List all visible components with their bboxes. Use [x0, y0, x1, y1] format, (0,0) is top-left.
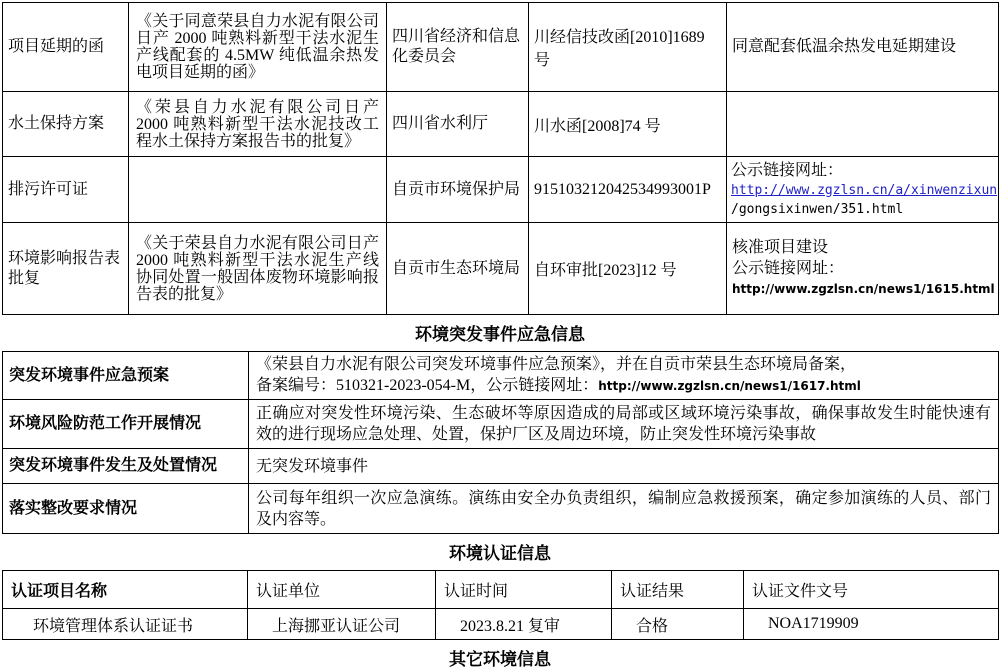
cert-agency: 上海挪亚认证公司: [248, 609, 436, 640]
emergency-label: 环境风险防范工作开展情况: [3, 400, 249, 449]
approval-document: 《荣县自力水泥有限公司日产 2000 吨熟料新型干法水泥技改工程水土保持方案报告书的批复》: [129, 92, 387, 157]
emergency-plan-line1: 《荣县自力水泥有限公司突发环境事件应急预案》，并在自贡市荣县生态环境局备案，: [256, 356, 857, 373]
approvals-table: [2, 2, 999, 315]
public-link-tail: /gongsixinwen/351.html: [731, 201, 904, 217]
approvals-row-eia-approval: [3, 223, 999, 315]
approval-ref-number: 915103212042534993001P: [529, 157, 727, 223]
public-link-label: 公示链接网址：: [732, 260, 845, 277]
emergency-content: 公司每年组织一次应急演练。演练由安全办负责组织，编制应急救援预案，确定参加演练的人员、部门及内容等。: [249, 484, 999, 534]
section-title-emergency: 环境突发事件应急信息: [415, 325, 585, 344]
emergency-table: [2, 351, 999, 534]
approval-document: [129, 157, 387, 223]
certification-header-row: [3, 571, 999, 609]
approval-ref-number: 自环审批[2023]12 号: [529, 223, 727, 315]
approval-remark: [727, 223, 999, 315]
section-title-certification: 环境认证信息: [449, 544, 551, 563]
public-link-label: 公示链接网址：: [731, 161, 844, 179]
emergency-content: 正确应对突发性环境污染、生态破坏等原因造成的局部或区域环境污染事故，确保事故发生时能快速有效的进行现场应急处理、处置，保护厂区及周边环境，防止突发性环境污染事故: [249, 400, 999, 449]
approvals-row-discharge-permit: [3, 157, 999, 223]
emergency-content: 无突发环境事件: [249, 449, 999, 484]
approval-item: 环境影响报告表批复: [3, 223, 129, 315]
emergency-row-plan: [3, 352, 999, 400]
cert-header-project: 认证项目名称: [3, 571, 248, 609]
approval-remark: [727, 157, 999, 223]
approval-authority: 自贡市环境保护局: [387, 157, 529, 223]
approval-remark-line: 核准项目建设: [732, 239, 829, 256]
emergency-row-risk-prevention: [3, 400, 999, 449]
cert-date: 2023.8.21 复审: [436, 609, 612, 640]
emergency-content: [249, 352, 999, 400]
approval-remark: [727, 92, 999, 157]
approval-ref-number: 川水函[2008]74 号: [529, 92, 727, 157]
approvals-row-delay-letter: [3, 3, 999, 92]
approval-authority: 四川省经济和信息化委员会: [387, 3, 529, 92]
cert-header-agency: 认证单位: [248, 571, 436, 609]
emergency-label: 突发环境事件发生及处置情况: [3, 449, 249, 484]
approval-document: 《关于同意荣县自力水泥有限公司日产 2000 吨熟料新型干法水泥生产线配套的 4.5MW 纯低温余热发电项目延期的函》: [129, 3, 387, 92]
certification-table: [2, 570, 999, 640]
approval-authority: 自贡市生态环境局: [387, 223, 529, 315]
filing-number-text: 备案编号：510321-2023-054-M，公示链接网址：: [256, 377, 599, 394]
cert-header-result: 认证结果: [612, 571, 744, 609]
certification-data-row: [3, 609, 999, 640]
approval-document: 《关于荣县自力水泥有限公司日产 2000 吨熟料新型干法水泥生产线协同处置一般固体废物环境影响报告表的批复》: [129, 223, 387, 315]
approval-remark: 同意配套低温余热发电延期建设: [727, 3, 999, 92]
approval-authority: 四川省水利厅: [387, 92, 529, 157]
emergency-row-incidents: [3, 449, 999, 484]
approval-item: 项目延期的函: [3, 3, 129, 92]
approval-item: 排污许可证: [3, 157, 129, 223]
approval-ref-number: 川经信技改函[2010]1689 号: [529, 3, 727, 92]
section-title-other: 其它环境信息: [449, 650, 551, 669]
emergency-row-rectification: [3, 484, 999, 534]
public-link-url: http://www.zgzlsn.cn/news1/1617.html: [598, 379, 861, 393]
approvals-row-soil-water-plan: [3, 92, 999, 157]
emergency-label: 落实整改要求情况: [3, 484, 249, 534]
cert-project: 环境管理体系认证证书: [3, 609, 248, 640]
cert-header-date: 认证时间: [436, 571, 612, 609]
public-link-url: http://www.zgzlsn.cn/news1/1615.html: [732, 282, 995, 296]
emergency-label: 突发环境事件应急预案: [3, 352, 249, 400]
cert-header-doc-number: 认证文件文号: [744, 571, 999, 609]
cert-doc-number: NOA1719909: [744, 609, 999, 640]
emergency-plan-line2: [256, 375, 991, 397]
cert-result: 合格: [612, 609, 744, 640]
public-link[interactable]: http://www.zgzlsn.cn/a/xinwenzixun: [731, 182, 998, 198]
approval-item: 水土保持方案: [3, 92, 129, 157]
